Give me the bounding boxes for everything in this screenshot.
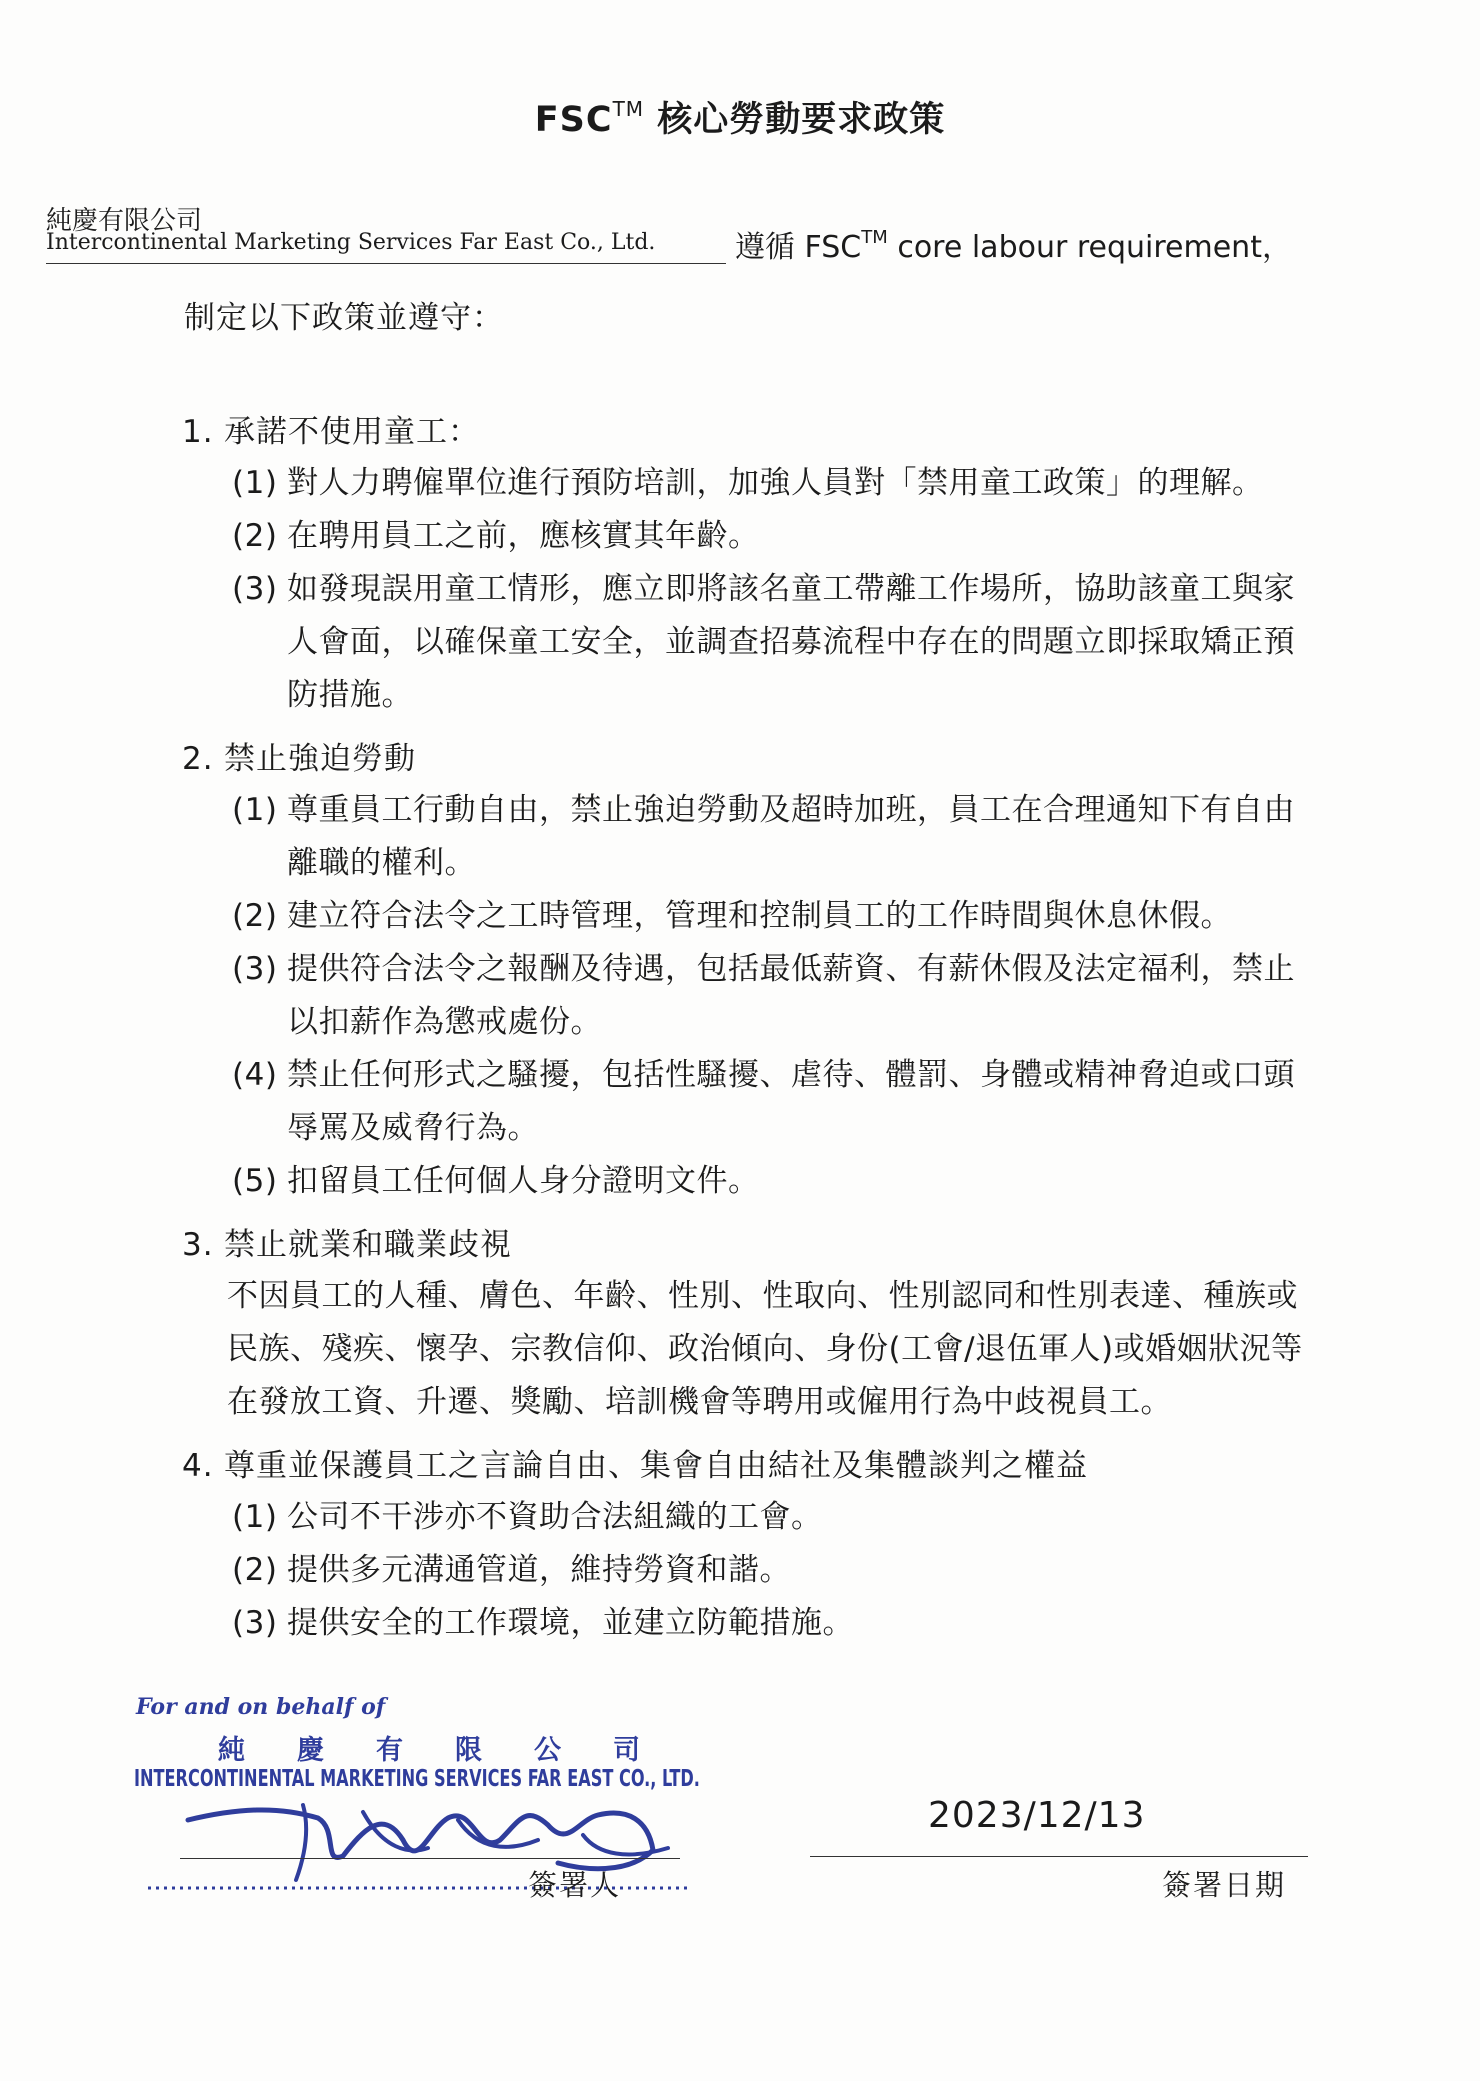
signer-line xyxy=(180,1858,680,1859)
item-number: (5) xyxy=(232,1163,278,1199)
list-item xyxy=(182,1491,1312,1544)
section-heading: 禁止就業和職業歧視 xyxy=(224,1227,512,1263)
section-title xyxy=(182,734,1312,784)
item-text: 提供多元溝通管道，維持勞資和諧。 xyxy=(287,1552,791,1588)
item-number: (3) xyxy=(232,571,278,607)
list-item xyxy=(182,457,1312,510)
section-title xyxy=(182,1220,1312,1270)
item-text: 建立符合法令之工時管理，管理和控制員工的工作時間與休息休假。 xyxy=(287,898,1232,934)
follow-suffix: core labour requirement， xyxy=(887,230,1292,265)
stamp-behalf-text: For and on behalf of xyxy=(136,1694,386,1720)
section-title xyxy=(182,1441,1312,1491)
policy-list xyxy=(182,407,1312,1650)
document-title xyxy=(0,92,1480,142)
item-number: (1) xyxy=(232,465,278,501)
title-rest: 核心勞動要求政策 xyxy=(644,100,946,140)
list-item xyxy=(182,890,1312,943)
item-number: (2) xyxy=(232,898,278,934)
section-heading: 禁止強迫勞動 xyxy=(224,741,416,777)
section-number: 2. xyxy=(182,741,214,777)
item-number: (2) xyxy=(232,1552,278,1588)
item-number: (3) xyxy=(232,951,278,987)
list-item xyxy=(182,510,1312,563)
stamp-company-english: INTERCONTINENTAL MARKETING SERVICES FAR EAST CO., LTD. xyxy=(134,1766,700,1792)
item-text: 扣留員工任何個人身分證明文件。 xyxy=(287,1163,760,1199)
list-item xyxy=(182,1155,1312,1208)
list-item xyxy=(182,1544,1312,1597)
section-discrimination xyxy=(182,1220,1312,1429)
item-number: (3) xyxy=(232,1605,278,1641)
list-item xyxy=(182,563,1312,722)
section-heading: 承諾不使用童工： xyxy=(224,414,480,450)
item-text: 在聘用員工之前，應核實其年齡。 xyxy=(287,518,760,554)
section-number: 1. xyxy=(182,414,214,450)
follow-statement xyxy=(735,222,1292,266)
company-name-chinese: 純慶有限公司 xyxy=(46,206,203,236)
section-child-labour xyxy=(182,407,1312,722)
list-item xyxy=(182,1597,1312,1650)
item-text: 禁止任何形式之騷擾，包括性騷擾、虐待、體罰、身體或精神脅迫或口頭辱罵及威脅行為。 xyxy=(287,1057,1295,1146)
list-item xyxy=(182,943,1312,1049)
section-heading: 尊重並保護員工之言論自由、集會自由結社及集體談判之權益 xyxy=(224,1448,1088,1484)
section-number: 4. xyxy=(182,1448,214,1484)
stamp-company-chinese: 純慶有限公司 xyxy=(218,1735,692,1766)
item-number: (2) xyxy=(232,518,278,554)
follow-prefix: 遵循 FSC xyxy=(735,230,862,265)
item-number: (4) xyxy=(232,1057,278,1093)
section-title xyxy=(182,407,1312,457)
item-text: 提供安全的工作環境，並建立防範措施。 xyxy=(287,1605,854,1641)
intro-text: 制定以下政策並遵守： xyxy=(184,300,504,336)
section-paragraph: 不因員工的人種、膚色、年齡、性別、性取向、性別認同和性別表達、種族或民族、殘疾、懷孕、宗教信仰、政治傾向、身份(工會/退伍軍人)或婚姻狀況等在發放工資、升遷、獎勵、培訓機會等聘用或僱用行為中歧視員工。 xyxy=(227,1278,1303,1420)
item-number: (1) xyxy=(232,792,278,828)
sign-date-label: 簽署日期 xyxy=(1162,1868,1287,1902)
date-line xyxy=(810,1856,1308,1857)
item-text: 如發現誤用童工情形，應立即將該名童工帶離工作場所，協助該童工與家人會面，以確保童工安全，並調查招募流程中存在的問題立即採取矯正預防措施。 xyxy=(287,571,1295,713)
list-item xyxy=(182,1049,1312,1155)
section-forced-labour xyxy=(182,734,1312,1208)
company-name-english: Intercontinental Marketing Services Far East Co., Ltd. xyxy=(46,230,726,264)
signature-scribble-icon xyxy=(128,1680,718,1910)
title-trademark: TM xyxy=(612,97,645,121)
item-number: (1) xyxy=(232,1499,278,1535)
signer-label: 簽署人 xyxy=(528,1868,622,1902)
item-text: 公司不干涉亦不資助合法組織的工會。 xyxy=(287,1499,823,1535)
section-freedom-of-association xyxy=(182,1441,1312,1650)
section-number: 3. xyxy=(182,1227,214,1263)
company-stamp xyxy=(128,1680,718,1910)
item-text: 對人力聘僱單位進行預防培訓，加強人員對「禁用童工政策」的理解。 xyxy=(287,465,1264,501)
sign-date-value: 2023/12/13 xyxy=(928,1795,1146,1836)
title-fsc: FSC xyxy=(534,100,613,140)
follow-trademark: TM xyxy=(861,227,888,248)
item-text: 尊重員工行動自由，禁止強迫勞動及超時加班，員工在合理通知下有自由離職的權利。 xyxy=(287,792,1295,881)
list-item xyxy=(182,784,1312,890)
item-text: 提供符合法令之報酬及待遇，包括最低薪資、有薪休假及法定福利，禁止以扣薪作為懲戒處份。 xyxy=(287,951,1295,1040)
